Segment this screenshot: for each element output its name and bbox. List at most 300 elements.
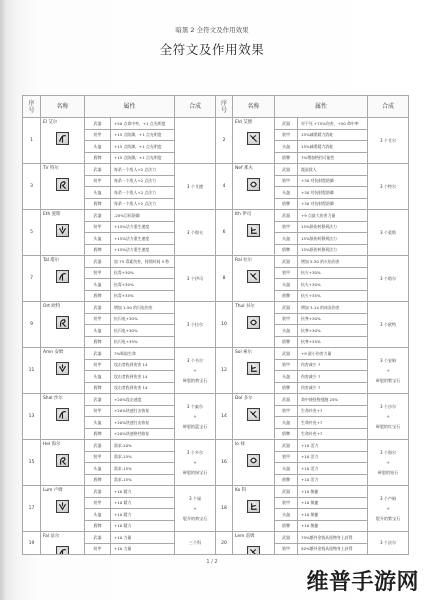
rune-recipe: 3 个塔尔 <box>368 256 409 302</box>
rune-number: 1 <box>23 118 41 164</box>
ith-rune-icon <box>247 224 260 237</box>
hel-rune-icon <box>56 454 69 467</box>
rune-effect: 攻击者收到伤害 14 <box>111 382 175 394</box>
rune-effect: +10 精力 <box>111 486 175 498</box>
rune-recipe: 3 个艾尔 <box>368 118 409 164</box>
rune-name-box <box>41 348 84 393</box>
rune-slot-label: 装甲 <box>85 221 111 233</box>
rune-slot-label: 武器 <box>275 486 298 498</box>
rune-table-body <box>23 118 409 555</box>
rune-slot-label: 武器 <box>275 348 298 360</box>
rune-slot-label: 头盔 <box>275 417 298 429</box>
rune-number: 11 <box>23 348 41 394</box>
rune-effect: +10 力量 <box>111 532 175 544</box>
rune-slot-label: 武器 <box>275 302 298 314</box>
rune-slot-label: 盾牌 <box>85 290 111 302</box>
rune-name-cell <box>41 256 85 302</box>
ith-rune-glyph <box>248 225 259 236</box>
rune-effect: +15%法力重生速度 <box>111 233 175 245</box>
el-rune-icon <box>56 132 69 145</box>
rune-effect: 抗闪电+35% <box>111 336 175 348</box>
shal-rune-glyph <box>57 409 68 420</box>
rune-recipe: 3 个安姆 + 碎裂的紫宝石 <box>368 348 409 394</box>
rune-slot-label: 武器 <box>85 532 111 544</box>
rune-slot-label: 装甲 <box>275 405 298 417</box>
rune-slot-label: 武器 <box>275 440 298 452</box>
rune-effect: +10 敏捷 <box>298 497 368 509</box>
rune-slot-label: 盾牌 <box>85 198 111 210</box>
rune-effect: +10 敏捷 <box>298 520 368 532</box>
rune-number: 8 <box>216 256 233 302</box>
rune-name-cell <box>233 210 275 256</box>
rune-recipe: 3 个书尔 + 碎裂的黄宝石 <box>175 348 216 394</box>
rune-recipe: 3 个伊司 <box>175 256 216 302</box>
table-row <box>23 256 409 268</box>
rune-number: 15 <box>23 440 41 486</box>
rune-effect: +10 敏捷 <box>298 486 368 498</box>
rune-slot-label: 武器 <box>275 118 298 130</box>
rune-name-cell <box>41 532 85 555</box>
lum-rune-icon <box>56 500 69 513</box>
rune-name-box <box>233 532 274 554</box>
rune-slot-label: 武器 <box>85 256 111 268</box>
rune-effect: 生命补充+7 <box>298 405 368 417</box>
rune-name-box <box>41 118 84 163</box>
rune-name: El 艾尔 <box>43 120 58 125</box>
rune-effect: +15 点防御，+1 点光明度 <box>111 129 175 141</box>
rune-name-cell <box>233 348 275 394</box>
thul-rune-icon <box>247 316 260 329</box>
header-name: 名称 <box>41 96 85 118</box>
rune-name: Tir 特尔 <box>43 166 59 171</box>
rune-slot-label: 装甲 <box>275 497 298 509</box>
rune-name-cell <box>41 302 85 348</box>
page-number: 1 / 2 <box>206 559 218 565</box>
rune-slot-label: 盾牌 <box>275 336 298 348</box>
rune-effect: 抗毒+30% <box>111 267 175 279</box>
rune-name: Ort 欧特 <box>43 304 61 309</box>
rune-slot-label: 盾牌 <box>275 428 298 440</box>
ort-rune-icon <box>56 316 69 329</box>
rune-slot-label: 武器 <box>275 394 298 406</box>
rune-effect: 抗寒+30% <box>298 325 368 337</box>
rune-slot-label: 头盔 <box>275 187 298 199</box>
rune-name-cell <box>233 118 275 164</box>
rune-slot-label: 武器 <box>85 302 111 314</box>
rune-name-cell <box>41 348 85 394</box>
tir-rune-icon <box>56 178 69 191</box>
rune-slot-label: 盾牌 <box>85 428 111 440</box>
rune-name: Lum 卢姆 <box>43 488 63 493</box>
rune-slot-label: 武器 <box>275 532 298 544</box>
rune-slot-label: 武器 <box>85 210 111 222</box>
rune-effect: 对不死 +75%伤害，+50 命中率 <box>298 118 368 130</box>
ral-rune-glyph <box>248 271 259 282</box>
rune-effect: +10 精力 <box>111 497 175 509</box>
rune-name-box <box>41 394 84 439</box>
rune-slot-label: 装甲 <box>85 313 111 325</box>
rune-name-box <box>233 302 274 347</box>
rune-recipe: 3 个多尔 + 碎裂的绿宝石 <box>175 440 216 486</box>
rune-recipe: 三个科 <box>175 532 216 555</box>
rune-effect: 需求-15% <box>111 463 175 475</box>
rune-name-box <box>41 440 84 485</box>
table-row <box>23 532 409 544</box>
rune-recipe: 3 个特尔 <box>368 164 409 210</box>
rune-recipe: 3 个法尔 <box>368 532 409 555</box>
rune-effect: +20%攻击速度 <box>111 394 175 406</box>
rune-effect: +30 对抗射程防御 <box>298 187 368 199</box>
fal-rune-icon <box>56 546 69 554</box>
rune-name-box <box>233 164 274 209</box>
rune-effect: +10 力量 <box>111 543 175 555</box>
rune-effect: 50%额外金钱从怪物身上获得 <box>298 543 368 555</box>
rune-effect: -25%目标防御 <box>111 210 175 222</box>
rune-effect: 15%损伤转移到法力 <box>298 233 368 245</box>
rune-slot-label: 盾牌 <box>85 520 111 532</box>
rune-slot-label: 头盔 <box>85 141 111 153</box>
rune-name-cell <box>41 118 85 164</box>
rune-name-cell <box>41 394 85 440</box>
header-index-label: 序号 <box>221 99 228 114</box>
table-row <box>23 486 409 498</box>
rune-name: Ral 拉尔 <box>235 258 253 263</box>
rune-name-cell <box>233 532 275 555</box>
rune-effect: 抗闪电+30% <box>111 313 175 325</box>
rune-slot-label: 头盔 <box>275 233 298 245</box>
eth-rune-glyph <box>57 225 68 236</box>
rune-recipe: 3 个索尔 + 碎裂的蓝宝石 <box>175 394 216 440</box>
rune-name-box <box>233 440 274 485</box>
rune-slot-label: 头盔 <box>85 463 111 475</box>
rune-number: 5 <box>23 210 41 256</box>
rune-effect: 15%损伤转移到法力 <box>298 244 368 256</box>
rune-name: Sol 索尔 <box>235 350 252 355</box>
rune-table-container <box>22 95 409 556</box>
rune-effect: +10 精力 <box>111 509 175 521</box>
header-attribute: 属性 <box>85 96 175 118</box>
table-row <box>23 394 409 406</box>
rune-effect: 抗火+30% <box>298 279 368 291</box>
rune-name-box <box>41 532 84 554</box>
rune-effect: 伤害减少 7 <box>298 371 368 383</box>
rune-effect: 需求-15% <box>111 474 175 486</box>
rune-recipe: 3 个欧特 <box>368 302 409 348</box>
rune-slot-label: 盾牌 <box>275 290 298 302</box>
rune-name-cell <box>41 486 85 532</box>
watermark-logo: 维普手游网 <box>306 570 419 595</box>
rune-effect: +10 活力 <box>298 451 368 463</box>
table-row <box>23 210 409 222</box>
rune-number: 4 <box>216 164 233 210</box>
rune-effect: 15%减缓精力消耗 <box>298 129 368 141</box>
rune-name-box <box>233 486 274 531</box>
rune-slot-label: 装甲 <box>275 175 298 187</box>
rune-slot-label: 头盔 <box>275 371 298 383</box>
el-rune-glyph <box>57 133 68 144</box>
rune-slot-label: 盾牌 <box>85 152 111 164</box>
rune-slot-label: 武器 <box>275 256 298 268</box>
rune-recipe <box>175 118 216 164</box>
tal-rune-glyph <box>57 271 68 282</box>
rune-effect: 伤害减少 7 <box>298 359 368 371</box>
rune-effect: +30 对抗射程防御 <box>298 198 368 210</box>
thul-rune-glyph <box>248 317 259 328</box>
rune-effect: 抗火+35% <box>298 290 368 302</box>
rune-effect: +10 活力 <box>298 463 368 475</box>
amn-rune-icon <box>56 362 69 375</box>
rune-name: Hel 海尔 <box>43 442 61 447</box>
rune-recipe: 3 个拉尔 <box>175 302 216 348</box>
rune-slot-label: 武器 <box>275 164 298 176</box>
rune-slot-label: 装甲 <box>85 451 111 463</box>
rune-slot-label: 盾牌 <box>85 382 111 394</box>
rune-slot-label: 头盔 <box>85 325 111 337</box>
rune-name: Tal 塔尔 <box>43 258 60 263</box>
ort-rune-glyph <box>57 317 68 328</box>
rune-slot-label: 盾牌 <box>275 152 298 164</box>
rune-effect: +10 敏捷 <box>298 509 368 521</box>
rune-effect: 15%损伤转移到法力 <box>298 221 368 233</box>
rune-slot-label: 头盔 <box>275 509 298 521</box>
tir-rune-glyph <box>57 179 68 190</box>
rune-effect: 生命补充+7 <box>298 417 368 429</box>
rune-name-box <box>233 394 274 439</box>
table-row <box>23 302 409 314</box>
rune-number: 2 <box>216 118 233 164</box>
rune-slot-label: 头盔 <box>275 325 298 337</box>
sol-rune-glyph <box>248 363 259 374</box>
rune-effect: 需求-20% <box>111 440 175 452</box>
eld-rune-glyph <box>248 133 259 144</box>
rune-number: 14 <box>216 394 233 440</box>
rune-name-box <box>41 210 84 255</box>
io-rune-icon <box>247 454 260 467</box>
rune-name-cell <box>233 486 275 532</box>
rune-recipe: 3 个那夫 <box>175 210 216 256</box>
rune-effect: +15%法力重生速度 <box>111 244 175 256</box>
io-rune-glyph <box>248 455 259 466</box>
rune-recipe: 3 个海尔 + 碎裂的钻石 <box>368 440 409 486</box>
sol-rune-icon <box>247 362 260 375</box>
rune-slot-label: 装甲 <box>275 267 298 279</box>
rune-recipe: 3 个爱斯 <box>368 210 409 256</box>
table-row <box>23 348 409 360</box>
rune-effect: +10 活力 <box>298 440 368 452</box>
rune-name: Eld 艾德 <box>235 120 252 125</box>
lem-rune-glyph <box>248 547 259 554</box>
rune-name-cell <box>233 440 275 486</box>
rune-effect: +15 点防御，+1 点光明度 <box>111 152 175 164</box>
rune-name-box <box>41 486 84 531</box>
rune-name-box <box>233 348 274 393</box>
rune-name: Amn 安姆 <box>43 350 64 355</box>
rune-effect: 伤害减少 7 <box>298 382 368 394</box>
rune-slot-label: 装甲 <box>85 497 111 509</box>
rune-effect: 震退敌人 <box>298 164 368 176</box>
rune-effect: 每杀一个敌人+2 点法力 <box>111 164 175 176</box>
rune-name: Lem 雷姆 <box>235 534 255 539</box>
rune-effect: +20%快速格挡恢复 <box>111 428 175 440</box>
rune-slot-label: 头盔 <box>85 279 111 291</box>
rune-name: Nef 那夫 <box>235 166 253 171</box>
rune-name-box <box>41 302 84 347</box>
rune-effect: 抗寒+30% <box>298 313 368 325</box>
lem-rune-icon <box>247 546 260 554</box>
rune-number: 9 <box>23 302 41 348</box>
rune-recipe: 3 个沙尔 + 碎裂的红宝石 <box>368 394 409 440</box>
rune-slot-label: 武器 <box>85 164 111 176</box>
rune-effect: 增加 5-30 的火焰伤害 <box>298 256 368 268</box>
rune-slot-label: 头盔 <box>275 463 298 475</box>
rune-name-box <box>41 164 84 209</box>
rune-effect: 加 75 毒素伤害，持续时间 5 秒 <box>111 256 175 268</box>
dol-rune-icon <box>247 408 260 421</box>
rune-effect: 75%额外金钱从怪物身上获得 <box>298 532 368 544</box>
rune-slot-label: 装甲 <box>85 543 111 555</box>
rune-effect: 每杀一个敌人+2 点法力 <box>111 198 175 210</box>
rune-name-box <box>233 118 274 163</box>
rune-effect: +10 精力 <box>111 520 175 532</box>
document-subtitle: 暗黑 2 全符文及作用效果 <box>175 26 249 34</box>
rune-name-cell <box>41 164 85 210</box>
rune-slot-label: 武器 <box>85 486 111 498</box>
rune-slot-label: 盾牌 <box>85 474 111 486</box>
rune-effect: 需求-15% <box>111 451 175 463</box>
dol-rune-glyph <box>248 409 259 420</box>
rune-slot-label: 装甲 <box>275 313 298 325</box>
rune-name: Eth 爱斯 <box>43 212 61 217</box>
header-index-label: 序号 <box>28 99 35 114</box>
document-title: 全符文及作用效果 <box>159 42 265 57</box>
rune-slot-label: 武器 <box>275 210 298 222</box>
rune-recipe: 3 个禄 + 裂开的黄宝石 <box>175 486 216 532</box>
rune-effect: 7%吸取生命 <box>111 348 175 360</box>
rune-slot-label: 装甲 <box>85 405 111 417</box>
rune-name: Shal 沙尔 <box>43 396 63 401</box>
nef-rune-glyph <box>248 179 259 190</box>
header-attribute: 属性 <box>275 96 368 118</box>
rune-number: 18 <box>216 486 233 532</box>
rune-slot-label: 盾牌 <box>85 244 111 256</box>
rune-effect: +9 点最大伤害力量 <box>298 210 368 222</box>
rune-name: Ko 科 <box>235 488 247 493</box>
ko-rune-icon <box>247 500 260 513</box>
amn-rune-glyph <box>57 363 68 374</box>
rune-name-cell <box>233 164 275 210</box>
rune-number: 6 <box>216 210 233 256</box>
rune-name-box <box>233 210 274 255</box>
rune-slot-label: 装甲 <box>275 451 298 463</box>
shal-rune-icon <box>56 408 69 421</box>
rune-slot-label: 头盔 <box>85 233 111 245</box>
rune-effect: +30 对抗射程防御 <box>298 175 368 187</box>
rune-number: 12 <box>216 348 233 394</box>
rune-recipe: 3 个艾德 <box>175 164 216 210</box>
rune-number: 13 <box>23 394 41 440</box>
rune-slot-label: 头盔 <box>275 141 298 153</box>
nef-rune-icon <box>247 178 260 191</box>
rune-name: Thul 书尔 <box>235 304 255 309</box>
rune-effect: 抗毒+30% <box>111 279 175 291</box>
rune-name: Io 禄 <box>235 442 245 447</box>
rune-slot-label: 装甲 <box>85 175 111 187</box>
rune-slot-label: 武器 <box>85 394 111 406</box>
rune-number: 17 <box>23 486 41 532</box>
rune-effect: 命中使怪物逃跑 25% <box>298 394 368 406</box>
rune-slot-label: 盾牌 <box>275 244 298 256</box>
rune-effect: 抗寒+35% <box>298 336 368 348</box>
table-row <box>23 440 409 452</box>
rune-slot-label: 头盔 <box>85 509 111 521</box>
rune-effect: 增加 3-14 的冰冻伤害 <box>298 302 368 314</box>
rune-slot-label: 装甲 <box>85 129 111 141</box>
rune-slot-label: 头盔 <box>85 417 111 429</box>
rune-effect: +15 点防御，+1 点光明度 <box>111 141 175 153</box>
header-index <box>216 96 233 118</box>
rune-name-cell <box>233 394 275 440</box>
rune-slot-label: 装甲 <box>85 267 111 279</box>
eth-rune-icon <box>56 224 69 237</box>
lum-rune-glyph <box>57 501 68 512</box>
header-name: 名称 <box>233 96 275 118</box>
rune-effect: +20%快速打击恢复 <box>111 417 175 429</box>
rune-slot-label: 装甲 <box>275 129 298 141</box>
rune-name-box <box>41 256 84 301</box>
rune-slot-label: 盾牌 <box>275 520 298 532</box>
rune-slot-label: 装甲 <box>275 221 298 233</box>
rune-slot-label: 武器 <box>85 118 111 130</box>
rune-effect: 生命补充+7 <box>298 428 368 440</box>
rune-slot-label: 头盔 <box>85 371 111 383</box>
rune-name-box <box>233 256 274 301</box>
rune-name-cell <box>233 302 275 348</box>
header-recipe: 合成 <box>175 96 216 118</box>
rune-slot-label: 武器 <box>85 440 111 452</box>
table-header-row <box>23 96 409 118</box>
rune-effect: 7%增加格挡可能性 <box>298 152 368 164</box>
rune-name-cell <box>41 210 85 256</box>
rune-effect: +50 点命中率，+1 点光明度 <box>111 118 175 130</box>
rune-slot-label: 盾牌 <box>275 382 298 394</box>
rune-effect: +20%快速打击恢复 <box>111 405 175 417</box>
rune-effect: 每杀一个敌人+2 点法力 <box>111 175 175 187</box>
rune-slot-label: 装甲 <box>275 359 298 371</box>
eld-rune-icon <box>247 132 260 145</box>
rune-effect: +10 活力 <box>298 474 368 486</box>
rune-slot-label: 盾牌 <box>275 198 298 210</box>
rune-slot-label: 头盔 <box>275 279 298 291</box>
rune-number: 10 <box>216 302 233 348</box>
hel-rune-glyph <box>57 455 68 466</box>
rune-slot-label: 武器 <box>85 348 111 360</box>
rune-slot-label: 盾牌 <box>275 474 298 486</box>
ko-rune-glyph <box>248 501 259 512</box>
table-row <box>23 164 409 176</box>
rune-number: 19 <box>23 532 41 555</box>
header-recipe: 合成 <box>368 96 409 118</box>
rune-effect: 增加 1-50 的闪电伤害 <box>111 302 175 314</box>
rune-effect: 15%减缓精力消耗 <box>298 141 368 153</box>
rune-slot-label: 盾牌 <box>85 336 111 348</box>
header-index <box>23 96 41 118</box>
rune-table <box>22 95 409 555</box>
rune-number: 20 <box>216 532 233 555</box>
rune-name: Fal 法尔 <box>43 534 60 539</box>
rune-effect: 抗火+30% <box>298 267 368 279</box>
rune-slot-label: 装甲 <box>275 543 298 555</box>
rune-effect: +9 最小伤害力量 <box>298 348 368 360</box>
